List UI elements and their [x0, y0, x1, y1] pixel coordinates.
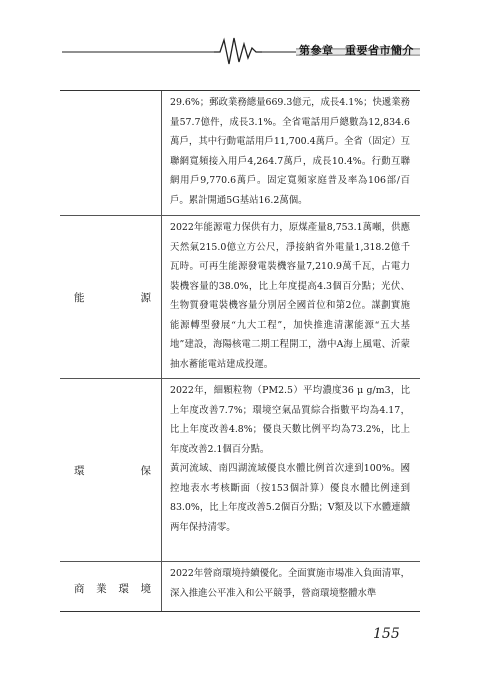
table-row — [60, 379, 420, 562]
label-char: 境 — [140, 582, 151, 595]
label-char: 保 — [140, 464, 151, 477]
running-header — [0, 30, 480, 70]
row-label — [60, 91, 162, 215]
row-content — [162, 562, 420, 612]
paragraph: 2022年能源電力保供有力，原煤產量8,753.1萬噸，供應天然氣215.0億立方公尺，淨接納省外電量1,318.2億千瓦時。可再生能源發電裝機容量7,210.9萬千瓦，占電力裝機容量的38.0%，比上年度提高4.3個百分點；光伏、生物質發電裝機容量分別居全國首位和第2位。謀劃實施能源轉型發展“九大工程”，加快推進清潔能源“五大基地”建設，海陽核電二期工程開工，渤中A海上風電、沂蒙抽水蓄能電站建成投運。 — [170, 222, 410, 370]
row-label-business-environment — [60, 562, 162, 612]
label-char: 源 — [140, 291, 151, 304]
paragraph: 黃河流域、南四湖流域優良水體比例首次達到100%。國控地表水考核斷面（按153個計算）優良水體比例達到83.0%，比上年度改善5.2個百分點；V類及以下水體連續两年保持清零。 — [170, 463, 410, 533]
label-char: 環 — [118, 582, 129, 595]
paragraph: 2022年營商環境持續優化。全面實施市場准入負面清單，深入推進公平准入和公平競爭，營商環境整體水準 — [170, 568, 410, 599]
province-info-table — [60, 90, 420, 612]
label-char: 業 — [96, 582, 107, 595]
paragraph: 2022年，細顆粒物（PM2.5）平均濃度36 μ g/m3，比上年度改善7.7%；環境空氣品質綜合指數平均為4.17，比上年度改善4.8%；優良天數比例平均為73.2%，比上年度改善2.1個百分點。 — [170, 385, 410, 455]
label-char: 能 — [74, 291, 85, 304]
row-label-energy — [60, 216, 162, 378]
label-char: 環 — [74, 464, 85, 477]
label-char: 商 — [74, 582, 85, 595]
chapter-title: 第參章 重要省市簡介 — [299, 44, 414, 57]
paragraph: 29.6%；郵政業務總量669.3億元，成長4.1%；快遞業務量57.7億件，成長3.1%。全省電話用戶總數為12,834.6萬戶，其中行動電話用戶11,700.4萬戶。全省（固定）互聯網寬頻接入用戶4,264.7萬戶，成長10.4%。行動互聯網用戶9,770.6萬戶。固定寬頻家庭普及率為106部/百戶。累計開通5G基站16.2萬個。 — [170, 97, 410, 206]
row-content — [162, 91, 420, 215]
row-content — [162, 379, 420, 561]
row-label-environment — [60, 379, 162, 561]
table-row — [60, 91, 420, 216]
table-row — [60, 562, 420, 612]
page-number: 155 — [373, 626, 400, 642]
table-row — [60, 216, 420, 379]
row-content — [162, 216, 420, 378]
